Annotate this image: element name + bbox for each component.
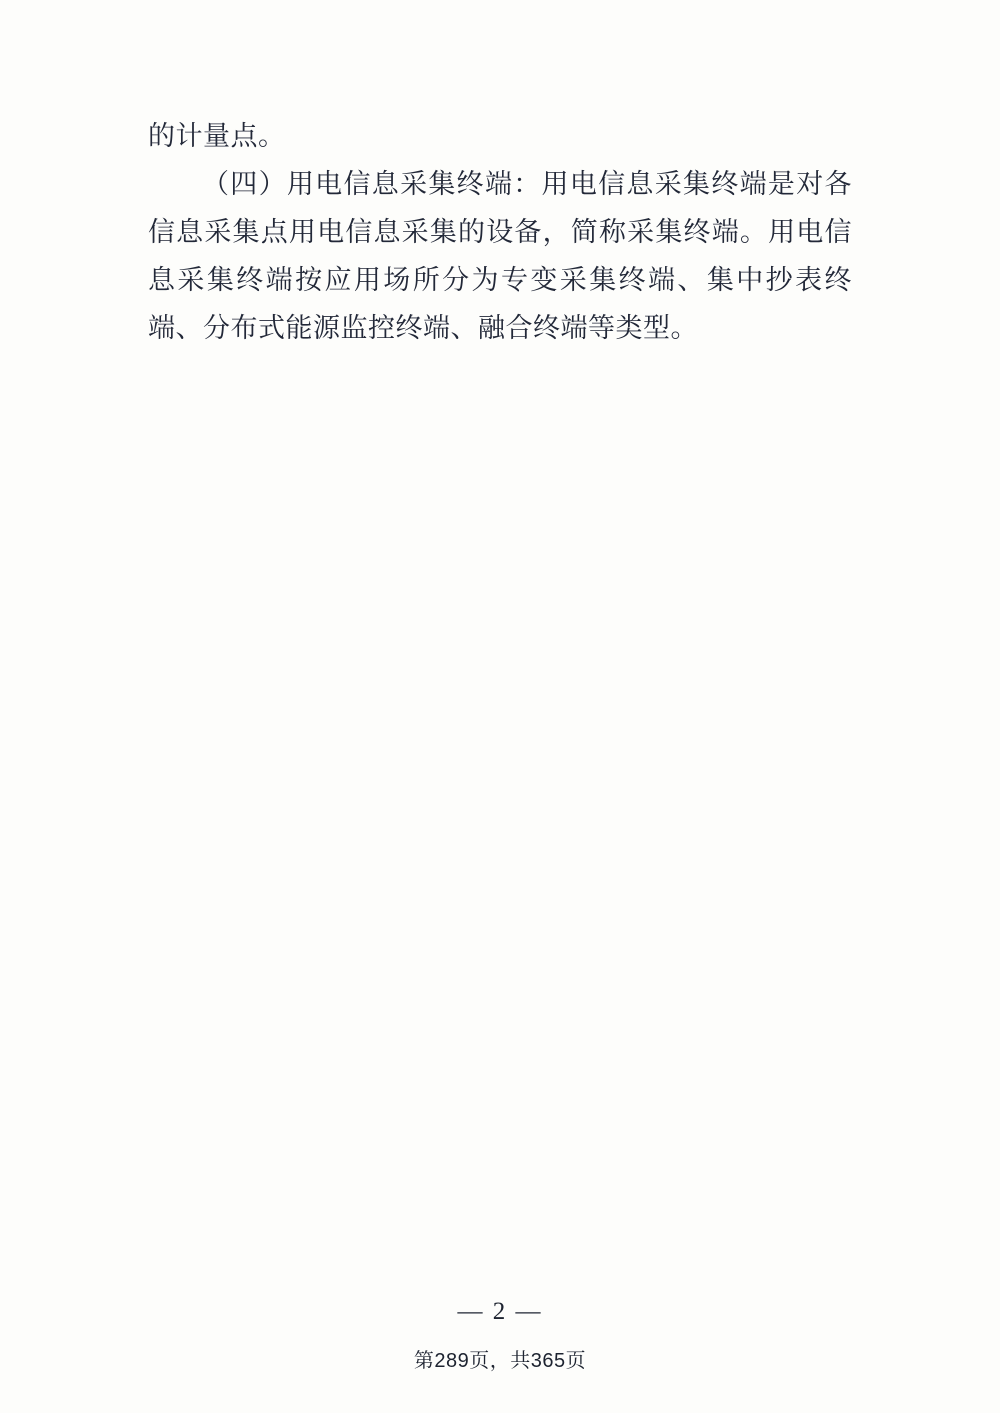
document-body — [148, 112, 852, 352]
paragraph-section-four: （四）用电信息采集终端：用电信息采集终端是对各信息采集点用电信息采集的设备，简称采集终端。用电信息采集终端按应用场所分为专变采集终端、集中抄表终端、分布式能源监控终端、融合终端等类型。 — [148, 169, 852, 343]
page-count-label: 第289页，共365页 — [413, 1350, 587, 1372]
paragraph-continuation: 的计量点。 — [148, 121, 286, 151]
page-footer — [0, 1298, 1000, 1373]
page-number: — 2 — — [457, 1298, 543, 1325]
